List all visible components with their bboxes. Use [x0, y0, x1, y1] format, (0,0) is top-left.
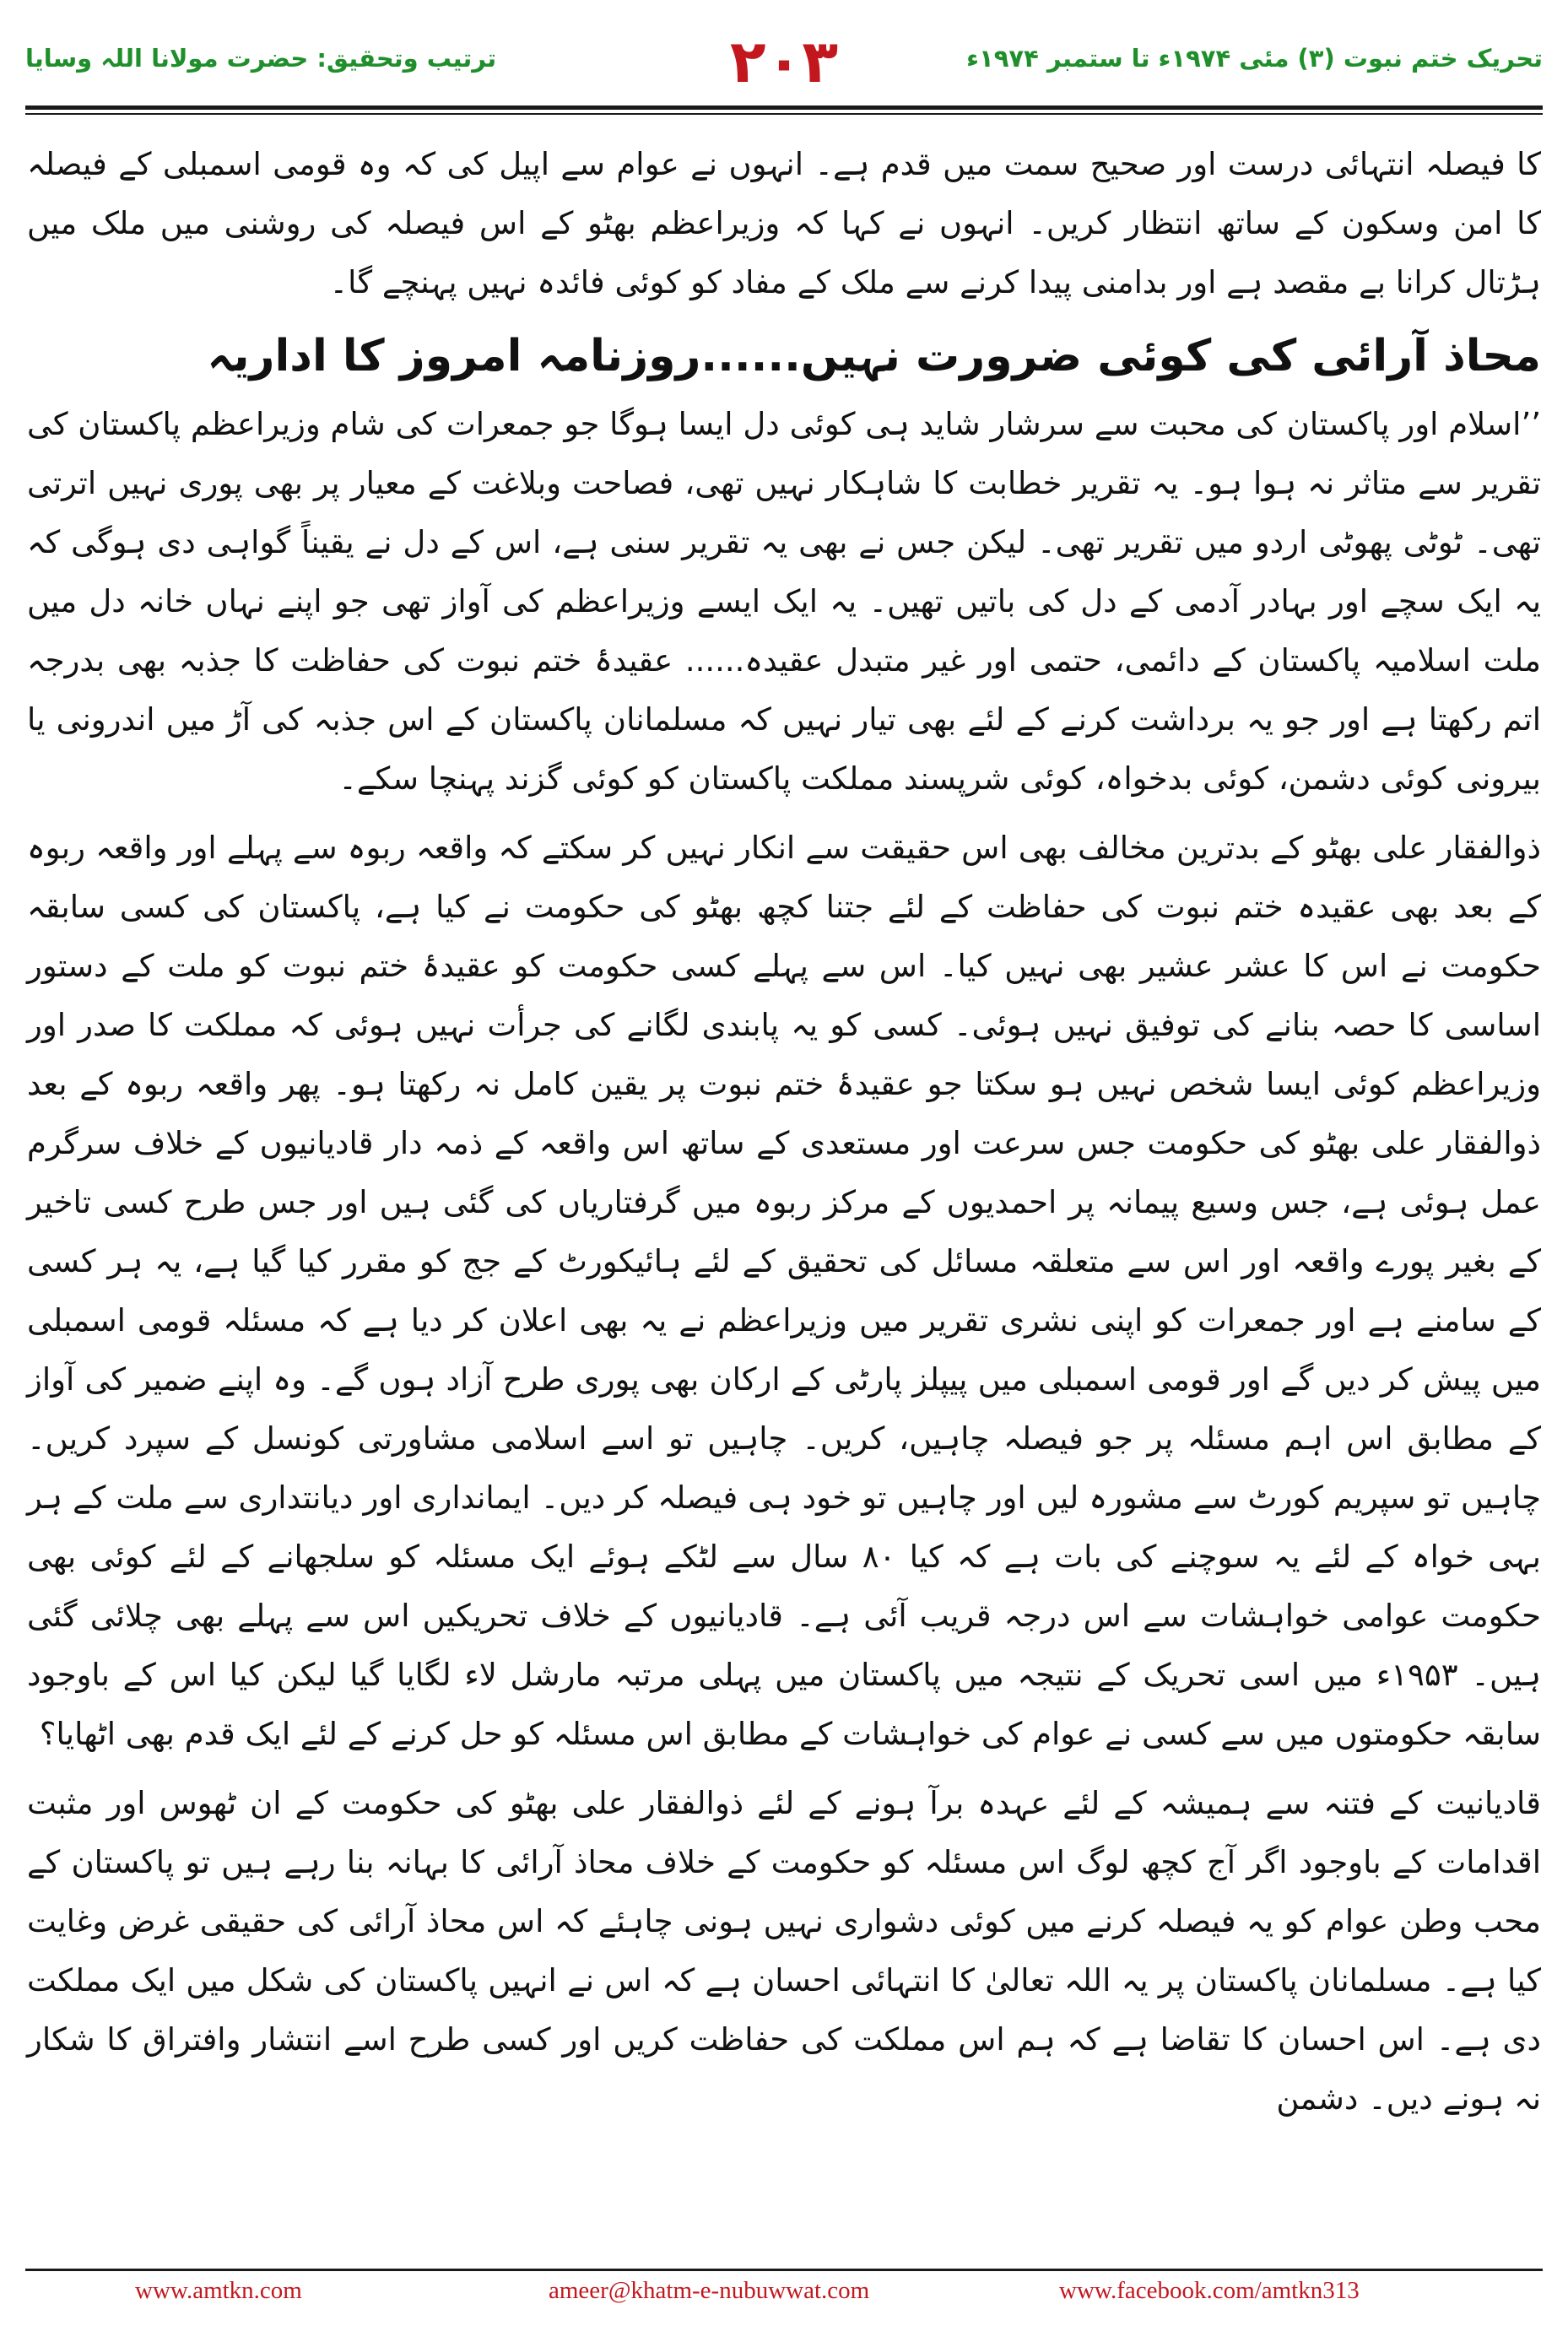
- book-title: تحریک ختم نبوت (۳) مئی ۱۹۷۴ء تا ستمبر ۱۹۷۴ء: [966, 44, 1543, 73]
- footer-rule: [25, 2269, 1543, 2271]
- paragraph: کا فیصلہ انتہائی درست اور صحیح سمت میں قدم ہے۔ انہوں نے عوام سے اپیل کی کہ وہ قومی اسمبلی کے فیصلہ کا امن وسکون کے ساتھ انتظار کریں۔ انہوں نے کہا کہ وزیراعظم بھٹو کے اس فیصلہ کی روشنی میں ملک میں ہڑتال کرانا بے مقصد ہے اور بدامنی پیدا کرنے سے ملک کے مفاد کو کوئی فائدہ نہیں پہنچے گا۔: [27, 146, 1541, 300]
- email-link[interactable]: ameer@khatm-e-nubuwwat.com: [549, 2277, 870, 2304]
- header-rule-thin: [25, 113, 1543, 115]
- article-body: [27, 135, 1541, 2139]
- page-number: ۲۰۳: [729, 27, 839, 96]
- paragraph: ’’اسلام اور پاکستان کی محبت سے سرشار شاید ہی کوئی دل ایسا ہوگا جو جمعرات کی شام وزیراعظم پاکستان کی تقریر سے متاثر نہ ہوا ہو۔ یہ تقریر خطابت کا شاہکار نہیں تھی، فصاحت وبلاغت کے معیار پر بھی پوری نہیں اترتی تھی۔ ٹوٹی پھوٹی اردو میں تقریر تھی۔ لیکن جس نے بھی یہ تقریر سنی ہے، اس کے دل نے یقیناً گواہی دی ہوگی کہ یہ ایک سچے اور بہادر آدمی کے دل کی باتیں تھیں۔ یہ ایک ایسے وزیراعظم کی آواز تھی جو اپنے نہاں خانہ دل میں ملت اسلامیہ پاکستان کے دائمی، حتمی اور غیر متبدل عقیدہ...... عقیدۂ ختم نبوت کی حفاظت کا جذبہ بھی بدرجہ اتم رکھتا ہے اور جو یہ برداشت کرنے کے لئے بھی تیار نہیں کہ مسلمانان پاکستان کے اس جذبہ کی آڑ میں اندرونی یا بیرونی کوئی دشمن، کوئی بدخواہ، کوئی شرپسند مملکت پاکستان کو کوئی گزند پہنچا سکے۔: [27, 406, 1541, 797]
- page-header: [0, 0, 1568, 127]
- header-rule-thick: [25, 105, 1543, 110]
- facebook-link[interactable]: www.facebook.com/amtkn313: [1059, 2277, 1360, 2304]
- page-footer: [0, 2269, 1568, 2319]
- compiler-credit: ترتیب وتحقیق: حضرت مولانا اللہ وسایا: [25, 44, 497, 73]
- paragraph: ذوالفقار علی بھٹو کے بدترین مخالف بھی اس حقیقت سے انکار نہیں کر سکتے کہ واقعہ ربوہ سے پہلے اور واقعہ ربوہ کے بعد بھی عقیدہ ختم نبوت کی حفاظت کے لئے جتنا کچھ بھٹو کی حکومت نے کیا ہے، پاکستان کی کسی سابقہ حکومت نے اس کا عشر عشیر بھی نہیں کیا۔ اس سے پہلے کسی حکومت کو عقیدۂ ختم نبوت کو ملت کے دستور اساسی کا حصہ بنانے کی توفیق نہیں ہوئی۔ کسی کو یہ پابندی لگانے کی جرأت نہیں ہوئی کہ مملکت کا صدر اور وزیراعظم کوئی ایسا شخص نہیں ہو سکتا جو عقیدۂ ختم نبوت پر یقین کامل نہ رکھتا ہو۔ پھر واقعہ ربوہ کے بعد ذوالفقار علی بھٹو کی حکومت جس سرعت اور مستعدی کے ساتھ اس واقعہ کے ذمہ دار قادیانیوں کے خلاف سرگرم عمل ہوئی ہے، جس وسیع پیمانہ پر احمدیوں کے مرکز ربوہ میں گرفتاریاں کی گئی ہیں اور جس طرح کسی تاخیر کے بغیر پورے واقعہ اور اس سے متعلقہ مسائل کی تحقیق کے لئے ہائیکورٹ کے جج کو مقرر کیا گیا ہے، یہ ہر کسی کے سامنے ہے اور جمعرات کو اپنی نشری تقریر میں وزیراعظم نے یہ بھی اعلان کر دیا ہے کہ مسئلہ قومی اسمبلی میں پیش کر دیں گے اور قومی اسمبلی میں پیپلز پارٹی کے ارکان بھی پوری طرح آزاد ہوں گے۔ وہ اپنے ضمیر کی آواز کے مطابق اس اہم مسئلہ پر جو فیصلہ چاہیں، کریں۔ چاہیں تو اسے اسلامی مشاورتی کونسل کے سپرد کریں۔ چاہیں تو سپریم کورٹ سے مشورہ لیں اور چاہیں تو خود ہی فیصلہ کر دیں۔ ایمانداری اور دیانتداری سے ملت کے ہر بہی خواہ کے لئے یہ سوچنے کی بات ہے کہ کیا ۸۰ سال سے لٹکے ہوئے ایک مسئلہ کو سلجھانے کے لئے کوئی بھی حکومت عوامی خواہشات سے اس درجہ قریب آئی ہے۔ قادیانیوں کے خلاف تحریکیں اس سے پہلے بھی چلائی گئی ہیں۔ ۱۹۵۳ء میں اسی تحریک کے نتیجہ میں پاکستان میں پہلی مرتبہ مارشل لاء لگایا گیا لیکن کیا اس کے باوجود سابقہ حکومتوں میں سے کسی نے عوام کی خواہشات کے مطابق اس مسئلہ کو حل کرنے کے لئے ایک قدم بھی اٹھایا؟: [27, 830, 1541, 1752]
- paragraph: قادیانیت کے فتنہ سے ہمیشہ کے لئے عہدہ برآ ہونے کے لئے ذوالفقار علی بھٹو کی حکومت کے ان ٹھوس اور مثبت اقدامات کے باوجود اگر آج کچھ لوگ اس مسئلہ کو حکومت کے خلاف محاذ آرائی کا بہانہ بنا رہے ہیں تو پاکستان کے محب وطن عوام کو یہ فیصلہ کرنے میں کوئی دشواری نہیں ہونی چاہئے کہ اس محاذ آرائی کی حقیقی غرض وغایت کیا ہے۔ مسلمانان پاکستان پر یہ اللہ تعالیٰ کا انتہائی احسان ہے کہ اس نے انہیں پاکستان کی شکل میں ایک مملکت دی ہے۔ اس احسان کا تقاضا ہے کہ ہم اس مملکت کی حفاظت کریں اور کسی طرح اسے انتشار وافتراق کا شکار نہ ہونے دیں۔ دشمن: [27, 1785, 1541, 2117]
- website-link[interactable]: www.amtkn.com: [135, 2277, 302, 2304]
- section-heading: محاذ آرائی کی کوئی ضرورت نہیں......روزنامہ امروز کا اداریہ: [207, 331, 1541, 381]
